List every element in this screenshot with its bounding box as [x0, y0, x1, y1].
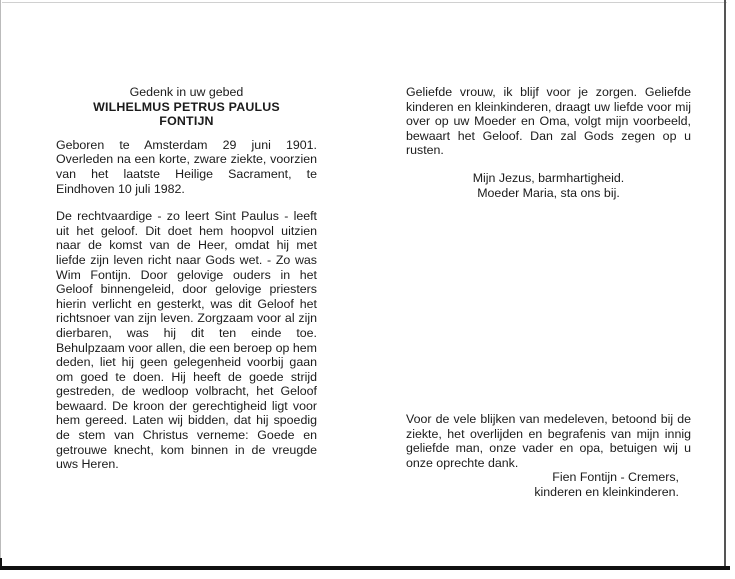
farewell-paragraph: Geliefde vrouw, ik blijf voor je zorgen. Geliefde kinderen en kleinkinderen, draagt uw liefde voor mij over op uw Moeder en Oma, volgt mijn voorbeeld, bewaart het Geloof. Dan zal Gods zegen op u rusten.: [406, 85, 691, 158]
signature-line-2: kinderen en kleinkinderen.: [534, 484, 679, 499]
tribute-paragraph: De rechtvaardige - zo leert Sint Paulus - leeft uit het geloof. Dit doet hem hoopvol uitzien naar de komst van de Heer, omdat hij met liefde zijn leven richt naar Gods wet. - Zo was Wim Fontijn. Door gelovige ouders in het Geloof binnengeleid, door gelovige priesters hierin verlicht en gesterkt, was dit Geloof het richtsnoer van zijn leven. Zorgzaam voor al zijn dierbaren, was hij dit ten einde toe. Behulpzaam voor allen, die een beroep op hem deden, liet hij geen gelegenheid voorbij gaan om goed te doen. Hij heeft de goede strijd gestreden, de wedloop volbracht, het Geloof bewaard. De kroon der gerechtigheid ligt voor hem gereed. Laten wij bidden, dat hij spoedig de stem van Christus verneme: Goede en getrouwe knecht, kom binnen in de vreugde uws Heren.: [56, 209, 317, 472]
right-panel-top: [406, 85, 691, 200]
signature-line-1: Fien Fontijn - Cremers,: [552, 470, 679, 485]
right-panel-bottom: [406, 412, 691, 500]
biography-paragraph: Geboren te Amsterdam 29 juni 1901. Overleden na een korte, zware ziekte, voorzien van het laatste Heilige Sacrament, te Eindhoven 10 juli 1982.: [56, 137, 317, 196]
card-bottom-rule: [0, 566, 730, 570]
card-left-edge: [0, 0, 1, 566]
left-panel: [56, 85, 317, 472]
prayer-line-2: Moeder Maria, sta ons bij.: [477, 185, 620, 200]
prayer-line-1: Mijn Jezus, barmhartigheid.: [472, 170, 625, 185]
deceased-name-line2: FONTIJN: [159, 114, 214, 129]
card-top-edge: [2, 2, 727, 3]
thanks-paragraph: Voor de vele blijken van medeleven, betoond bij de ziekte, het overlijden en begrafenis van mijn innig geliefde man, onze vader en opa, betuigen wij u onze oprechte dank.: [406, 412, 691, 470]
card-fold-edge: [724, 0, 726, 566]
deceased-name-line1: WILHELMUS PETRUS PAULUS: [93, 99, 280, 114]
card-corner-mark: [0, 558, 2, 570]
greeting-heading: Gedenk in uw gebed: [129, 85, 244, 99]
